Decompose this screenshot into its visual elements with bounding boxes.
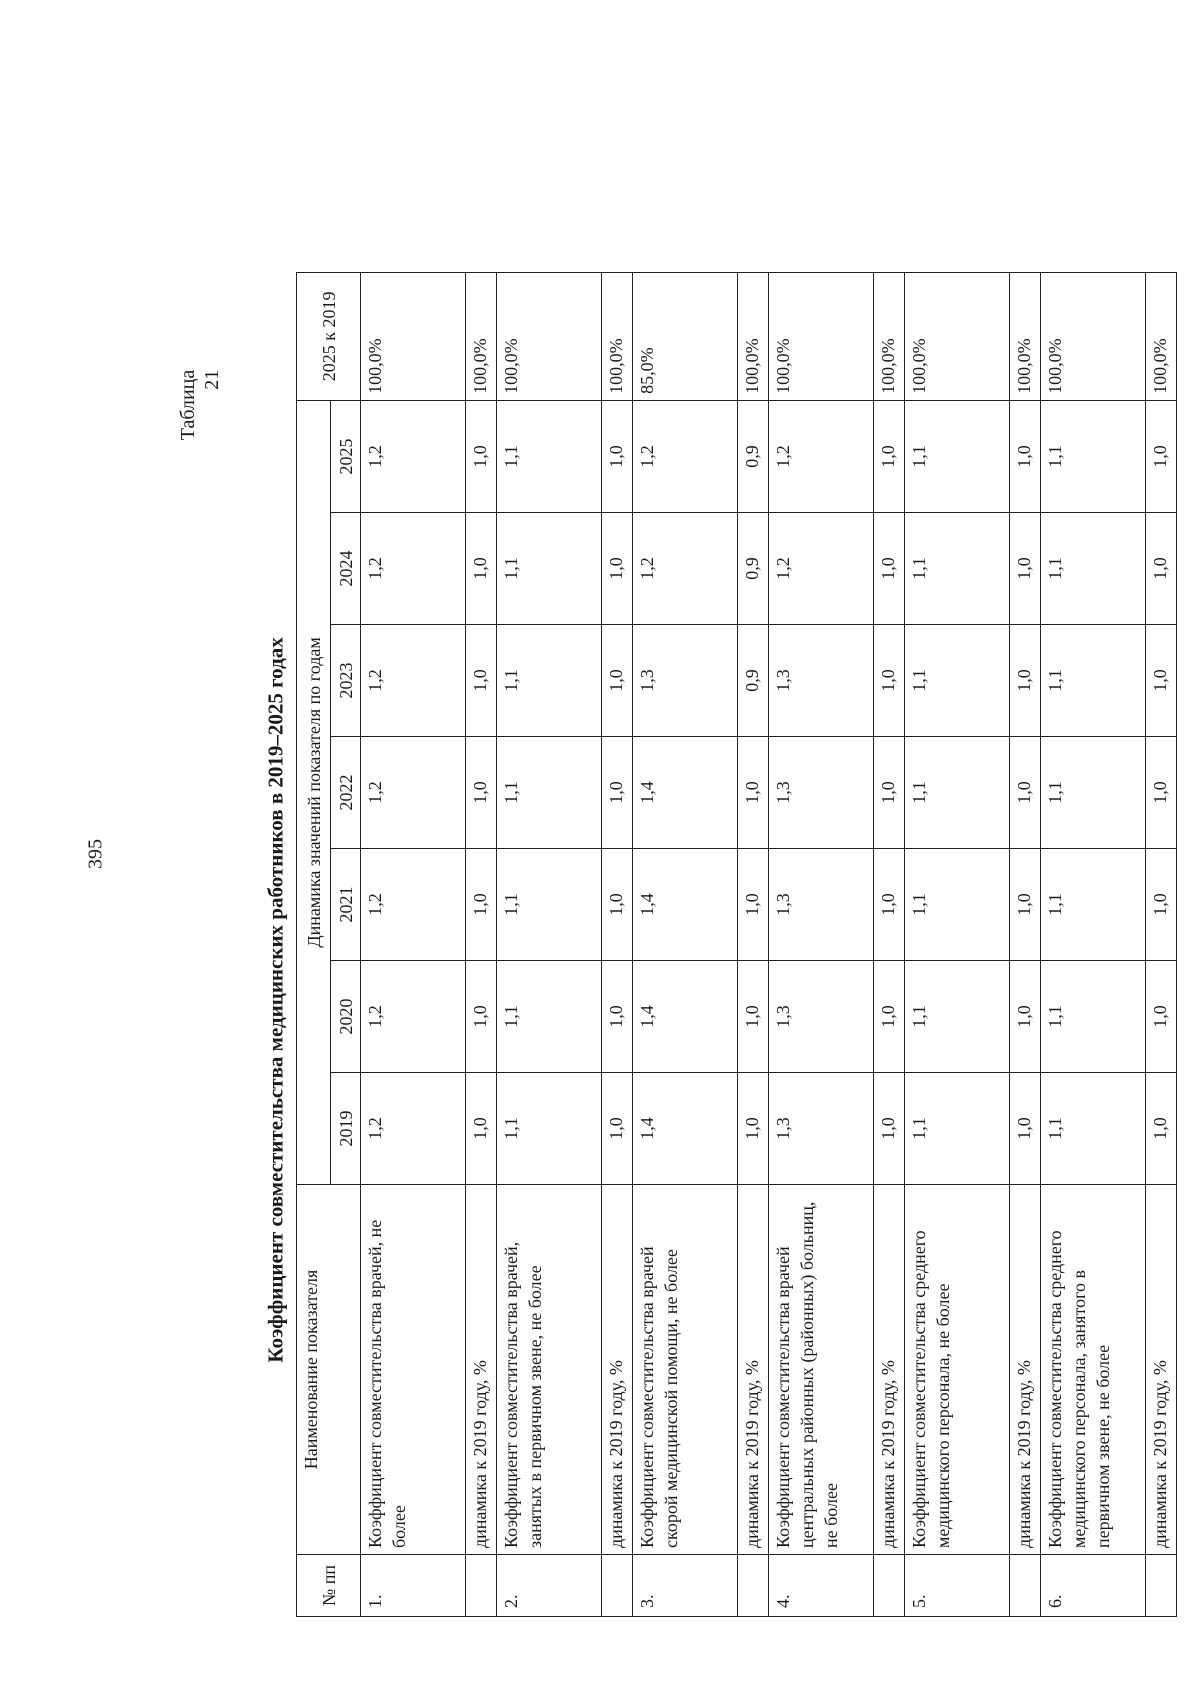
- header-year: 2024: [331, 513, 361, 625]
- row-total-cell: 100,0%: [874, 272, 905, 400]
- row-value-cell: 1,0: [602, 1073, 633, 1185]
- row-value-cell: 1,1: [1041, 625, 1146, 737]
- row-value-cell: 1,1: [905, 961, 1010, 1073]
- row-value-cell: 1,0: [602, 849, 633, 961]
- row-value-cell: 1,0: [602, 737, 633, 849]
- row-value-cell: 1,0: [466, 1073, 497, 1185]
- row-value-cell: 1,1: [497, 1073, 602, 1185]
- row-value-cell: 1,2: [769, 400, 874, 512]
- document-title: Коэффициент совместительства медицинских работников в 2019–2025 годах: [263, 637, 288, 1363]
- row-value-cell: 1,1: [1041, 400, 1146, 512]
- row-number: [1146, 1555, 1177, 1617]
- row-total-cell: 100,0%: [602, 272, 633, 400]
- row-indicator-name: Коэффициент совместительства врачей, занятых в первичном звене, не более: [497, 1185, 602, 1555]
- row-value-cell: 1,2: [769, 513, 874, 625]
- row-value-cell: 1,1: [497, 961, 602, 1073]
- row-number: [602, 1555, 633, 1617]
- row-value-cell: 1,1: [905, 513, 1010, 625]
- row-value-cell: 1,0: [466, 737, 497, 849]
- row-value-cell: 1,0: [1010, 513, 1041, 625]
- row-indicator-name: динамика к 2019 году, %: [874, 1185, 905, 1555]
- row-value-cell: 1,0: [466, 849, 497, 961]
- row-value-cell: 1,2: [633, 513, 738, 625]
- row-number: [466, 1555, 497, 1617]
- row-number: 6.: [1041, 1555, 1146, 1617]
- row-indicator-name: Коэффициент совместительства врачей центральных районных (районных) больниц, не более: [769, 1185, 874, 1555]
- row-value-cell: 1,0: [1010, 737, 1041, 849]
- row-value-cell: 1,4: [633, 961, 738, 1073]
- row-value-cell: 1,0: [1146, 849, 1177, 961]
- row-number: 5.: [905, 1555, 1010, 1617]
- rotated-table-frame: [296, 291, 1170, 1617]
- row-total-cell: 100,0%: [738, 272, 769, 400]
- row-value-cell: 1,0: [1010, 849, 1041, 961]
- row-value-cell: 1,1: [905, 400, 1010, 512]
- row-value-cell: 1,2: [361, 625, 466, 737]
- row-value-cell: 1,2: [361, 849, 466, 961]
- row-number: 3.: [633, 1555, 738, 1617]
- row-value-cell: 1,0: [1010, 400, 1041, 512]
- row-value-cell: 1,2: [361, 737, 466, 849]
- row-total-cell: 100,0%: [1010, 272, 1041, 400]
- row-number: [874, 1555, 905, 1617]
- row-indicator-name: Коэффициент совместительства среднего медицинского персонала, занятого в первичном звене, не более: [1041, 1185, 1146, 1555]
- row-indicator-name: Коэффициент совместительства врачей, не более: [361, 1185, 466, 1555]
- row-value-cell: 1,0: [1146, 513, 1177, 625]
- row-number: [738, 1555, 769, 1617]
- row-total-cell: 100,0%: [769, 272, 874, 400]
- table-row: [497, 272, 602, 1616]
- table-caption-number: 21: [201, 369, 223, 390]
- row-value-cell: 1,1: [905, 625, 1010, 737]
- row-value-cell: 1,3: [769, 961, 874, 1073]
- row-value-cell: 1,0: [738, 737, 769, 849]
- coefficient-table: [296, 272, 1177, 1617]
- row-indicator-name: динамика к 2019 году, %: [738, 1185, 769, 1555]
- header-total: 2025 к 2019: [297, 272, 361, 400]
- table-row: [466, 272, 497, 1616]
- header-year: 2023: [331, 625, 361, 737]
- row-total-cell: 100,0%: [361, 272, 466, 400]
- row-value-cell: 1,0: [738, 849, 769, 961]
- header-num: № пп: [297, 1555, 361, 1617]
- row-value-cell: 0,9: [738, 625, 769, 737]
- row-indicator-name: динамика к 2019 году, %: [1146, 1185, 1177, 1555]
- row-number: [1010, 1555, 1041, 1617]
- row-value-cell: 1,3: [769, 849, 874, 961]
- table-row: [1010, 272, 1041, 1616]
- row-value-cell: 1,1: [1041, 849, 1146, 961]
- row-value-cell: 1,0: [874, 1073, 905, 1185]
- row-total-cell: 100,0%: [497, 272, 602, 400]
- row-value-cell: 1,0: [1010, 1073, 1041, 1185]
- row-value-cell: 0,9: [738, 400, 769, 512]
- table-container: [296, 291, 1170, 1617]
- row-value-cell: 1,1: [905, 737, 1010, 849]
- row-value-cell: 1,4: [633, 849, 738, 961]
- row-total-cell: 100,0%: [1146, 272, 1177, 400]
- table-row: [1041, 272, 1146, 1616]
- table-row: [769, 272, 874, 1616]
- table-row: [874, 272, 905, 1616]
- header-year: 2022: [331, 737, 361, 849]
- row-value-cell: 1,0: [602, 961, 633, 1073]
- row-value-cell: 1,0: [1146, 400, 1177, 512]
- table-row: [602, 272, 633, 1616]
- row-value-cell: 1,0: [466, 513, 497, 625]
- row-value-cell: 1,2: [361, 400, 466, 512]
- row-value-cell: 1,2: [361, 961, 466, 1073]
- row-value-cell: 1,0: [1010, 625, 1041, 737]
- row-value-cell: 1,0: [1146, 961, 1177, 1073]
- header-name: Наименование показателя: [297, 1185, 361, 1555]
- table-row: [361, 272, 466, 1616]
- row-value-cell: 1,0: [874, 849, 905, 961]
- row-value-cell: 1,2: [361, 513, 466, 625]
- row-value-cell: 1,1: [1041, 513, 1146, 625]
- row-value-cell: 1,1: [497, 849, 602, 961]
- row-value-cell: 1,3: [769, 737, 874, 849]
- row-value-cell: 1,0: [1146, 737, 1177, 849]
- row-value-cell: 1,4: [633, 1073, 738, 1185]
- row-value-cell: 1,1: [1041, 737, 1146, 849]
- row-value-cell: 1,0: [874, 513, 905, 625]
- row-value-cell: 1,0: [1146, 1073, 1177, 1185]
- header-year: 2020: [331, 961, 361, 1073]
- row-value-cell: 1,1: [497, 625, 602, 737]
- row-value-cell: 1,0: [738, 961, 769, 1073]
- row-indicator-name: динамика к 2019 году, %: [466, 1185, 497, 1555]
- row-value-cell: 1,0: [602, 513, 633, 625]
- row-total-cell: 85,0%: [633, 272, 738, 400]
- row-value-cell: 1,0: [466, 400, 497, 512]
- row-value-cell: 1,0: [738, 1073, 769, 1185]
- table-caption: [176, 370, 224, 441]
- row-value-cell: 1,2: [361, 1073, 466, 1185]
- row-indicator-name: динамика к 2019 году, %: [1010, 1185, 1041, 1555]
- table-row: [633, 272, 738, 1616]
- row-number: 2.: [497, 1555, 602, 1617]
- table-row: [905, 272, 1010, 1616]
- row-value-cell: 1,1: [497, 400, 602, 512]
- row-value-cell: 1,1: [905, 849, 1010, 961]
- row-value-cell: 1,3: [769, 625, 874, 737]
- row-indicator-name: динамика к 2019 году, %: [602, 1185, 633, 1555]
- row-value-cell: 1,0: [874, 961, 905, 1073]
- row-value-cell: 1,1: [1041, 961, 1146, 1073]
- row-total-cell: 100,0%: [1041, 272, 1146, 400]
- header-year: 2019: [331, 1073, 361, 1185]
- row-value-cell: 1,4: [633, 737, 738, 849]
- row-value-cell: 1,0: [874, 400, 905, 512]
- row-value-cell: 1,0: [1146, 625, 1177, 737]
- row-value-cell: 1,0: [602, 625, 633, 737]
- row-value-cell: 1,1: [497, 513, 602, 625]
- table-caption-word: Таблица: [177, 369, 199, 441]
- row-number: 4.: [769, 1555, 874, 1617]
- row-value-cell: 1,0: [1010, 961, 1041, 1073]
- header-dynamics: Динамика значений показателя по годам: [297, 400, 331, 1184]
- row-value-cell: 1,1: [497, 737, 602, 849]
- row-value-cell: 1,3: [633, 625, 738, 737]
- row-value-cell: 1,0: [874, 625, 905, 737]
- header-year: 2025: [331, 400, 361, 512]
- table-row: [738, 272, 769, 1616]
- row-value-cell: 1,0: [466, 625, 497, 737]
- row-indicator-name: Коэффициент совместительства врачей скорой медицинской помощи, не более: [633, 1185, 738, 1555]
- table-row: [1146, 272, 1177, 1616]
- row-value-cell: 1,1: [905, 1073, 1010, 1185]
- row-number: 1.: [361, 1555, 466, 1617]
- row-value-cell: 1,0: [874, 737, 905, 849]
- row-indicator-name: Коэффициент совместительства среднего медицинского персонала, не более: [905, 1185, 1010, 1555]
- page-number: 395: [84, 839, 107, 869]
- row-value-cell: 0,9: [738, 513, 769, 625]
- row-value-cell: 1,1: [1041, 1073, 1146, 1185]
- row-value-cell: 1,0: [466, 961, 497, 1073]
- row-value-cell: 1,3: [769, 1073, 874, 1185]
- row-value-cell: 1,2: [633, 400, 738, 512]
- row-total-cell: 100,0%: [466, 272, 497, 400]
- header-year: 2021: [331, 849, 361, 961]
- row-value-cell: 1,0: [602, 400, 633, 512]
- row-total-cell: 100,0%: [905, 272, 1010, 400]
